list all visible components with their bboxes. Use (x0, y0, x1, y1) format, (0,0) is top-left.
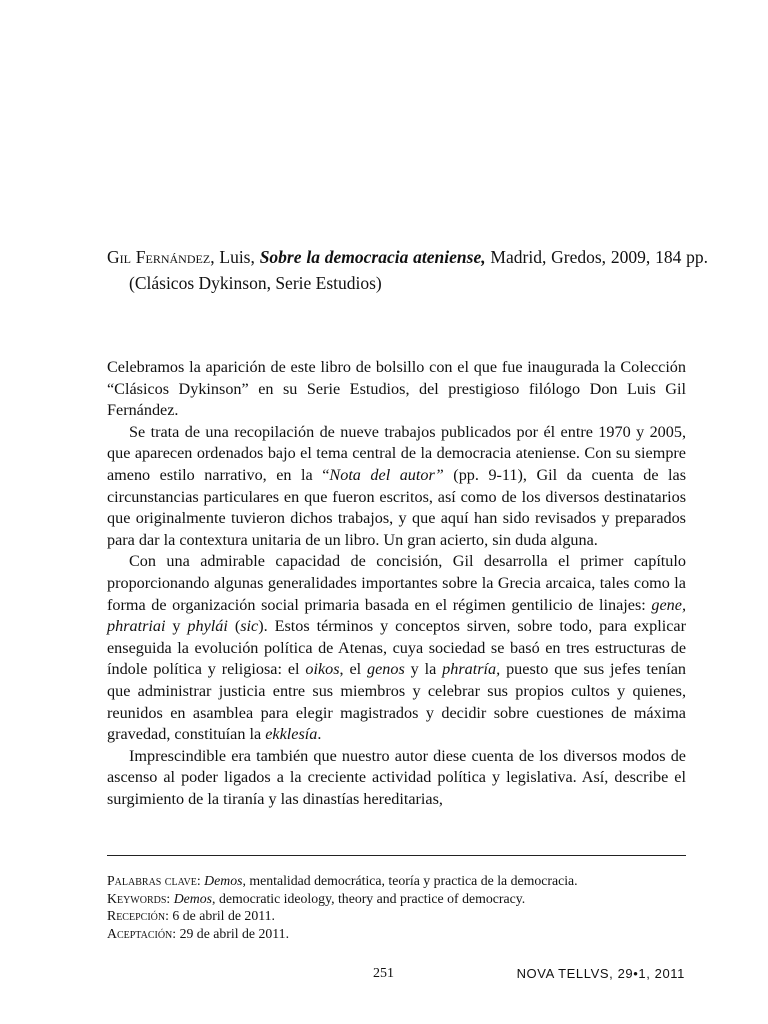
review-body (107, 357, 686, 810)
footnote-divider (107, 855, 686, 856)
journal-reference: NOVA TELLVS, 29•1, 2011 (516, 966, 685, 981)
book-citation (107, 244, 708, 296)
paragraph-1: Celebramos la aparición de este libro de bolsillo con el que fue inaugurada la Colección “Clásicos Dykinson” en su Serie Estudios, del prestigioso filólogo Don Luis Gil Fernández. (107, 358, 686, 420)
paragraph-3: Con una admirable capacidad de concisión, Gil desarrolla el primer capítulo proporcionando algunas generalidades importantes sobre la Grecia arcaica, tales como la forma de organización social primaria basada en el régimen gentilicio de linajes: gene, phratriai y phylái (sic). Estos términos y conceptos sirven, sobre todo, para explicar enseguida la evolución política de Atenas, cuya sociedad se basó en tres estructuras de índole política y religiosa: el oikos, el genos y la phratría, puesto que sus jefes tenían que administrar justicia entre sus miembros y celebrar sus propios cultos y quienes, reunidos en asamblea para elegir magistrados y decidir sobre cuestiones de máxima gravedad, constituían la ekklesía. (107, 552, 687, 744)
citation-publication-details: Madrid, Gredos, 2009, 184 pp. (Clásicos Dykinson, Serie Estudios) (129, 247, 709, 293)
keywords-english: Keywords: Demos, democratic ideology, theory and practice of democracy. (107, 890, 526, 906)
paragraph-2: Se trata de una recopilación de nueve trabajos publicados por él entre 1970 y 2005, que aparecen ordenados bajo el tema central de la democracia ateniense. Con su siempre ameno estilo narrativo, en la “Nota del autor” (pp. 9-11), Gil da cuenta de las circunstancias particulares en que fueron escritos, así como de los diversos destinatarios que originalmente tuvieron dichos trabajos, y que aquí han sido revisados y preparados para dar la contextura unitaria de un libro. Un gran acierto, sin duda alguna. (107, 422, 686, 549)
paragraph-4: Imprescindible era también que nuestro autor diese cuenta de los diversos modos de ascenso al poder ligados a la creciente actividad política y legislativa. Así, describe el surgimiento de la tiranía y las dinastías hereditarias, (107, 746, 686, 808)
citation-author-given: , Luis, (210, 247, 260, 267)
article-metadata (107, 872, 686, 942)
keywords-spanish: Palabras clave: Demos, mentalidad democrática, teoría y practica de la democracia. (107, 873, 578, 888)
citation-author-surname: Gil Fernández (107, 247, 211, 267)
acceptance-date: Aceptación: 29 de abril de 2011. (107, 925, 290, 941)
reception-date: Recepción: 6 de abril de 2011. (107, 908, 275, 923)
page-number: 251 (373, 966, 394, 981)
citation-book-title: Sobre la democracia ateniense, (259, 247, 486, 267)
